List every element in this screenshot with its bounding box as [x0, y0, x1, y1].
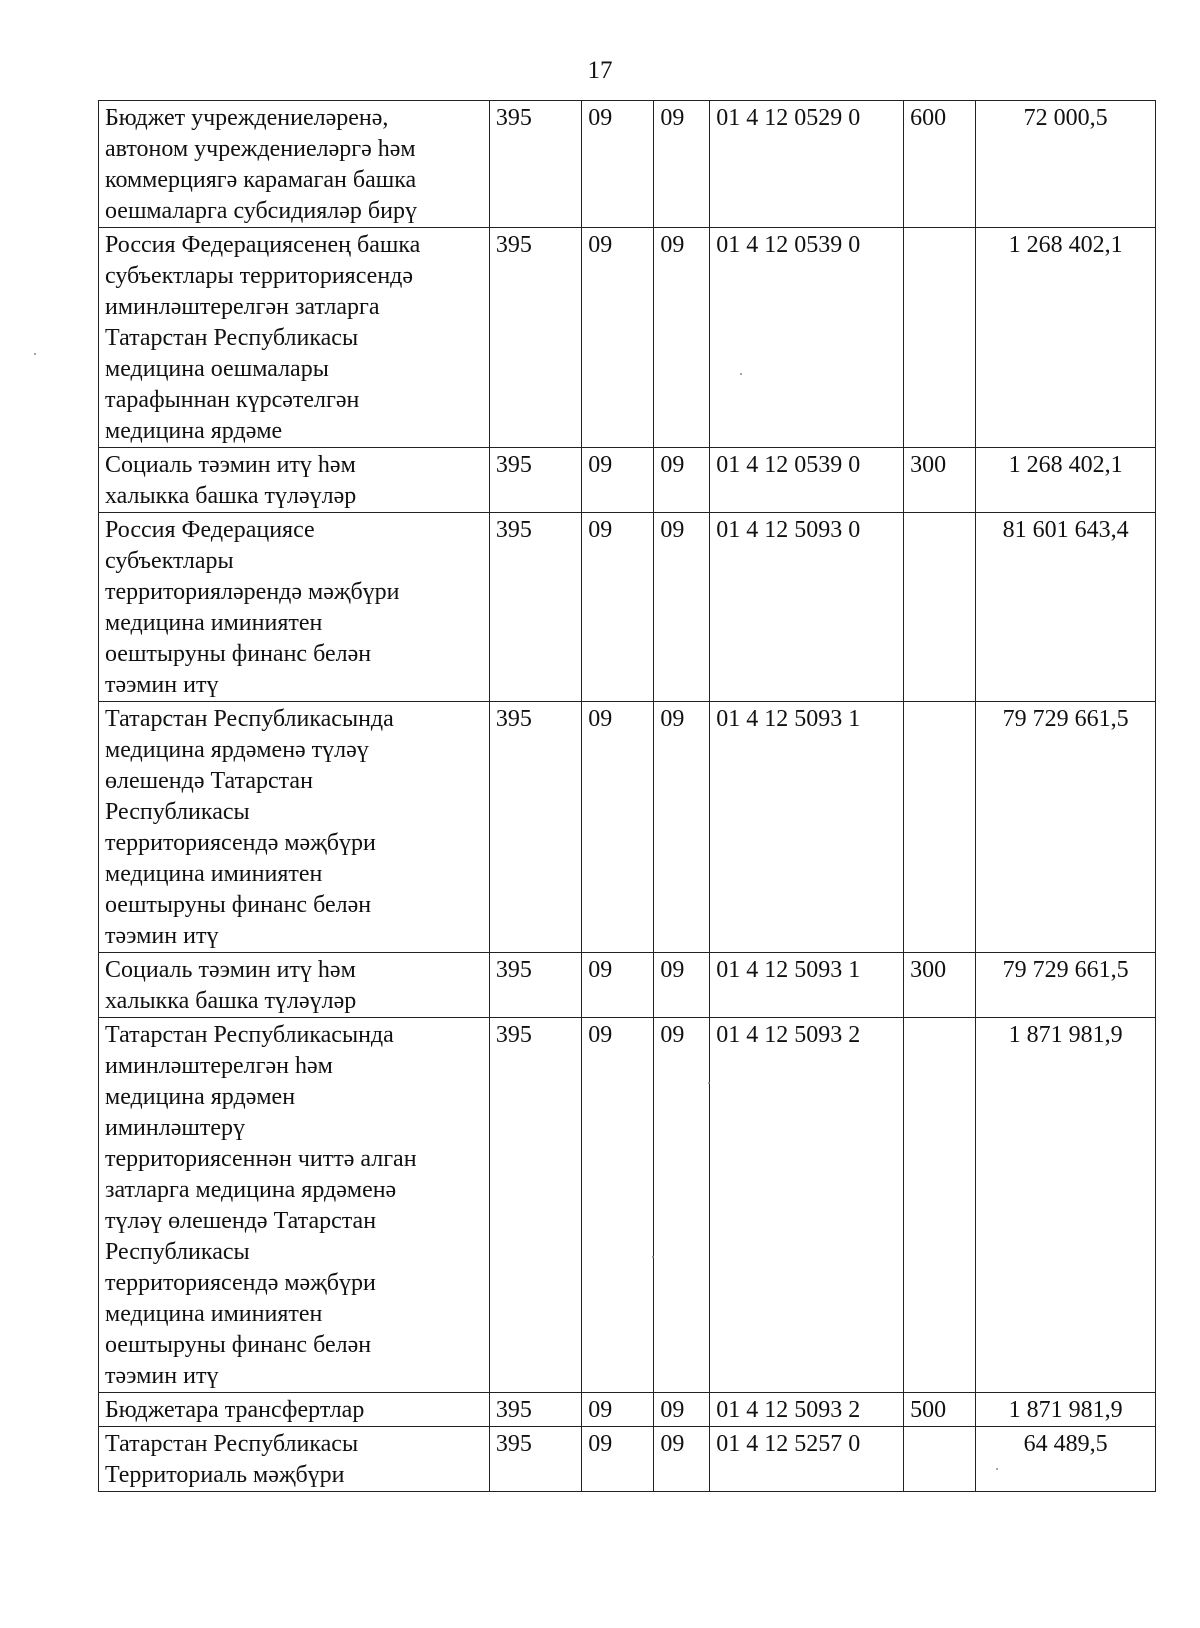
cell-org-code: 395: [489, 228, 581, 448]
cell-expense-kind: [904, 1018, 976, 1393]
description-line: Республикасы: [105, 799, 250, 825]
cell-amount: 79 729 661,5: [976, 702, 1156, 953]
description-line: субъектлары: [105, 548, 234, 574]
budget-table-body: [99, 101, 1156, 1492]
description-line: оешмаларга субсидияләр бирү: [105, 198, 417, 224]
cell-target-article: 01 4 12 0539 0: [710, 228, 904, 448]
cell-org-code: 395: [489, 101, 581, 228]
description-line: медицина иминиятен: [105, 861, 323, 887]
table-row: [99, 702, 1156, 953]
description-line: затларга медицина ярдәменә: [105, 1177, 397, 1203]
cell-expense-kind: 600: [904, 101, 976, 228]
cell-expense-kind: 500: [904, 1393, 976, 1427]
description-line: Россия Федерациясенең башка: [105, 232, 421, 258]
cell-org-code: 395: [489, 1393, 581, 1427]
description-line: территориясендә мәҗбүри: [105, 1270, 376, 1296]
budget-table: [98, 100, 1156, 1492]
cell-amount: 1 268 402,1: [976, 448, 1156, 513]
cell-amount: 79 729 661,5: [976, 953, 1156, 1018]
description-line: Бюджет учреждениеләренә,: [105, 105, 389, 131]
description-line: иминләштерү: [105, 1115, 245, 1141]
description-line: Татарстан Республикасы: [105, 325, 359, 351]
cell-target-article: 01 4 12 0539 0: [710, 448, 904, 513]
cell-subsection: 09: [654, 513, 710, 702]
description-line: иминләштерелгән затларга: [105, 294, 380, 320]
description-line: тәэмин итү: [105, 923, 219, 949]
description-line: территорияләрендә мәҗбүри: [105, 579, 400, 605]
table-row: [99, 448, 1156, 513]
description-line: оештыруны финанс белән: [105, 641, 372, 667]
description-line: түләү өлешендә Татарстан: [105, 1208, 377, 1234]
cell-amount: 72 000,5: [976, 101, 1156, 228]
description-line: Социаль тәэмин итү һәм: [105, 957, 356, 983]
cell-description: [99, 1393, 490, 1427]
table-row: [99, 1393, 1156, 1427]
cell-description: [99, 101, 490, 228]
description-line: тәэмин итү: [105, 1363, 219, 1389]
description-line: тарафыннан күрсәтелгән: [105, 387, 360, 413]
scan-speck: [34, 353, 36, 355]
scan-speck: [652, 1256, 654, 1258]
page-number: 17: [587, 57, 613, 84]
cell-subsection: 09: [654, 953, 710, 1018]
cell-section: 09: [582, 953, 654, 1018]
cell-amount: 1 871 981,9: [976, 1018, 1156, 1393]
cell-subsection: 09: [654, 702, 710, 953]
cell-description: [99, 702, 490, 953]
cell-target-article: 01 4 12 5093 0: [710, 513, 904, 702]
cell-target-article: 01 4 12 5093 1: [710, 953, 904, 1018]
cell-description: [99, 1427, 490, 1492]
cell-section: 09: [582, 1427, 654, 1492]
scan-speck: [740, 373, 742, 375]
table-row: [99, 101, 1156, 228]
cell-amount: 1 871 981,9: [976, 1393, 1156, 1427]
description-line: Территориаль мәҗбүри: [105, 1462, 345, 1488]
description-line: территориясендә мәҗбүри: [105, 830, 376, 856]
cell-target-article: 01 4 12 0529 0: [710, 101, 904, 228]
cell-target-article: 01 4 12 5093 2: [710, 1393, 904, 1427]
description-line: медицина оешмалары: [105, 356, 329, 382]
description-line: Россия Федерациясе: [105, 517, 315, 543]
scan-speck: [996, 1468, 998, 1470]
cell-subsection: 09: [654, 101, 710, 228]
cell-org-code: 395: [489, 448, 581, 513]
description-line: субъектлары территориясендә: [105, 263, 414, 289]
cell-section: 09: [582, 1018, 654, 1393]
scan-speck: [708, 1082, 710, 1084]
cell-section: 09: [582, 702, 654, 953]
cell-subsection: 09: [654, 448, 710, 513]
description-line: оештыруны финанс белән: [105, 1332, 372, 1358]
cell-subsection: 09: [654, 228, 710, 448]
cell-expense-kind: 300: [904, 448, 976, 513]
cell-org-code: 395: [489, 953, 581, 1018]
description-line: медицина ярдәме: [105, 418, 283, 444]
description-line: халыкка башка түләүләр: [105, 483, 357, 509]
description-line: оештыруны финанс белән: [105, 892, 372, 918]
cell-subsection: 09: [654, 1018, 710, 1393]
cell-section: 09: [582, 513, 654, 702]
cell-description: [99, 513, 490, 702]
cell-section: 09: [582, 1393, 654, 1427]
description-line: Бюджетара трансфертлар: [105, 1397, 365, 1423]
cell-amount: 1 268 402,1: [976, 228, 1156, 448]
cell-target-article: 01 4 12 5257 0: [710, 1427, 904, 1492]
cell-amount: 81 601 643,4: [976, 513, 1156, 702]
table-row: [99, 1018, 1156, 1393]
description-line: медицина ярдәмен: [105, 1084, 296, 1110]
cell-target-article: 01 4 12 5093 1: [710, 702, 904, 953]
table-row: [99, 1427, 1156, 1492]
description-line: коммерциягә карамаган башка: [105, 167, 417, 193]
cell-description: [99, 1018, 490, 1393]
description-line: Социаль тәэмин итү һәм: [105, 452, 356, 478]
cell-section: 09: [582, 448, 654, 513]
cell-subsection: 09: [654, 1427, 710, 1492]
cell-description: [99, 953, 490, 1018]
description-line: Республикасы: [105, 1239, 250, 1265]
cell-org-code: 395: [489, 513, 581, 702]
description-line: медицина иминиятен: [105, 1301, 323, 1327]
cell-section: 09: [582, 101, 654, 228]
cell-amount: 64 489,5: [976, 1427, 1156, 1492]
table-row: [99, 953, 1156, 1018]
cell-section: 09: [582, 228, 654, 448]
cell-description: [99, 448, 490, 513]
cell-expense-kind: [904, 1427, 976, 1492]
cell-expense-kind: 300: [904, 953, 976, 1018]
description-line: иминләштерелгән һәм: [105, 1053, 333, 1079]
table-row: [99, 228, 1156, 448]
description-line: өлешендә Татарстан: [105, 768, 313, 794]
description-line: автоном учреждениеләргә һәм: [105, 136, 416, 162]
description-line: Татарстан Республикасы: [105, 1431, 359, 1457]
table-row: [99, 513, 1156, 702]
cell-subsection: 09: [654, 1393, 710, 1427]
cell-target-article: 01 4 12 5093 2: [710, 1018, 904, 1393]
cell-description: [99, 228, 490, 448]
description-line: халыкка башка түләүләр: [105, 988, 357, 1014]
description-line: территориясеннән читтә алган: [105, 1146, 417, 1172]
cell-expense-kind: [904, 513, 976, 702]
cell-expense-kind: [904, 228, 976, 448]
description-line: медицина ярдәменә түләү: [105, 737, 369, 763]
cell-org-code: 395: [489, 1018, 581, 1393]
description-line: Татарстан Республикасында: [105, 1022, 394, 1048]
description-line: медицина иминиятен: [105, 610, 323, 636]
cell-org-code: 395: [489, 702, 581, 953]
description-line: Татарстан Республикасында: [105, 706, 394, 732]
cell-org-code: 395: [489, 1427, 581, 1492]
cell-expense-kind: [904, 702, 976, 953]
description-line: тәэмин итү: [105, 672, 219, 698]
